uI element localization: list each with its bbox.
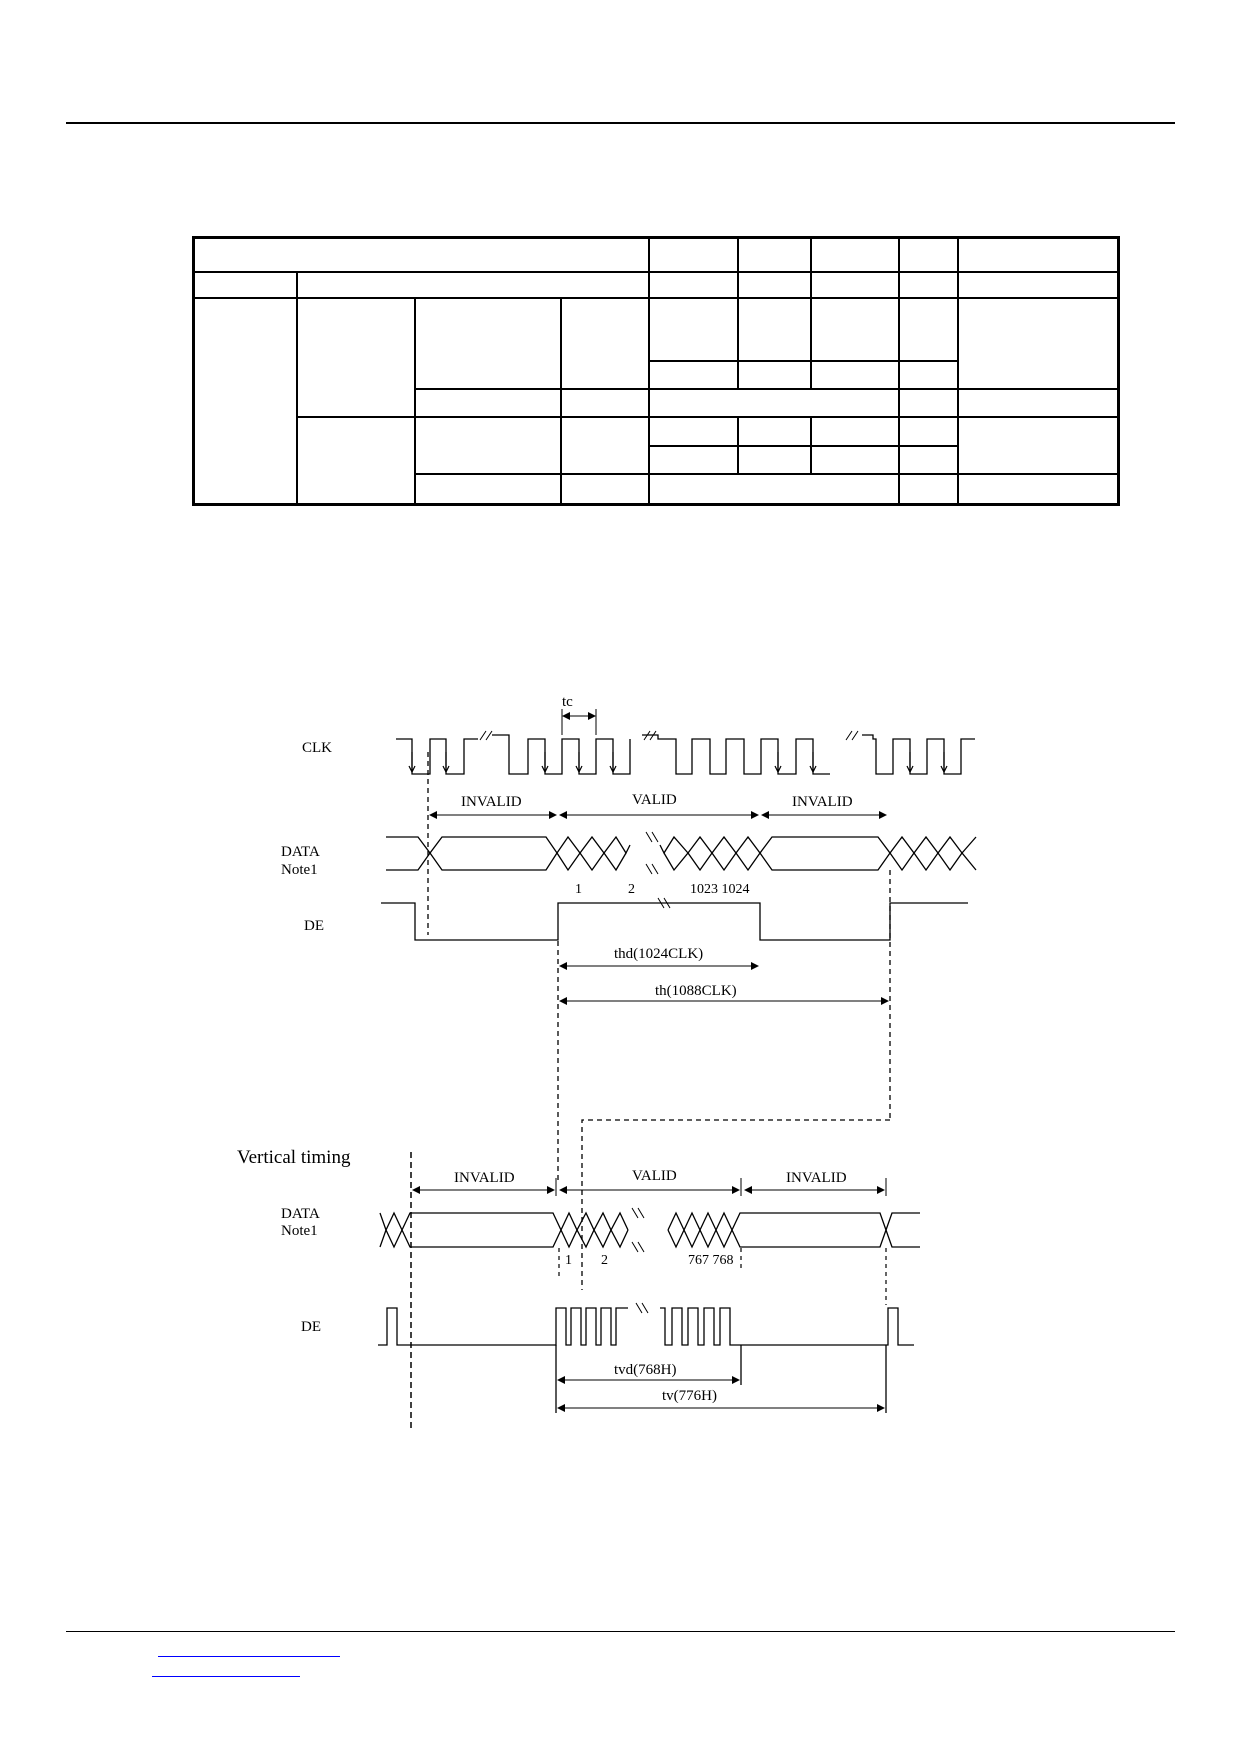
v-valid-label: VALID — [632, 1168, 677, 1184]
h-de-waveform — [381, 898, 968, 940]
h-invalid-right-label: INVALID — [792, 794, 853, 810]
h-index-last: 1023 1024 — [690, 882, 750, 897]
h-dashed-guides — [428, 752, 890, 1290]
h-index-2: 2 — [628, 882, 635, 897]
tv-label: tv(776H) — [662, 1388, 717, 1404]
h-invalid-left-label: INVALID — [461, 794, 522, 810]
v-index-last: 767 768 — [688, 1253, 734, 1268]
tc-annotation — [562, 694, 596, 735]
clk-label: CLK — [302, 740, 332, 756]
h-valid-label: VALID — [632, 792, 677, 808]
v-invalid-right-label: INVALID — [786, 1170, 847, 1186]
de-label-h: DE — [304, 918, 324, 934]
note-label-v: Note1 — [281, 1223, 318, 1239]
tvd-label: tvd(768H) — [614, 1362, 677, 1378]
data-label-h: DATA — [281, 844, 320, 860]
data-label-v: DATA — [281, 1206, 320, 1222]
v-index-2: 2 — [601, 1253, 608, 1268]
h-data-waveform — [386, 832, 976, 874]
v-invalid-left-label: INVALID — [454, 1170, 515, 1186]
footer-link-underline-1[interactable] — [158, 1656, 340, 1657]
thd-label: thd(1024CLK) — [614, 946, 704, 962]
v-period-arrows — [558, 1380, 884, 1408]
vertical-timing-title: Vertical timing — [237, 1147, 351, 1168]
footer-rule — [66, 1631, 1175, 1632]
v-data-waveform — [380, 1208, 920, 1252]
th-label: th(1088CLK) — [655, 983, 737, 999]
de-label-v: DE — [301, 1319, 321, 1335]
h-index-1: 1 — [575, 882, 582, 897]
clk-waveform — [396, 731, 975, 774]
note-label-h: Note1 — [281, 862, 318, 878]
v-index-1: 1 — [565, 1253, 572, 1268]
footer-link-underline-2[interactable] — [152, 1676, 300, 1677]
v-de-waveform — [378, 1303, 914, 1413]
tc-label: tc — [562, 694, 573, 710]
